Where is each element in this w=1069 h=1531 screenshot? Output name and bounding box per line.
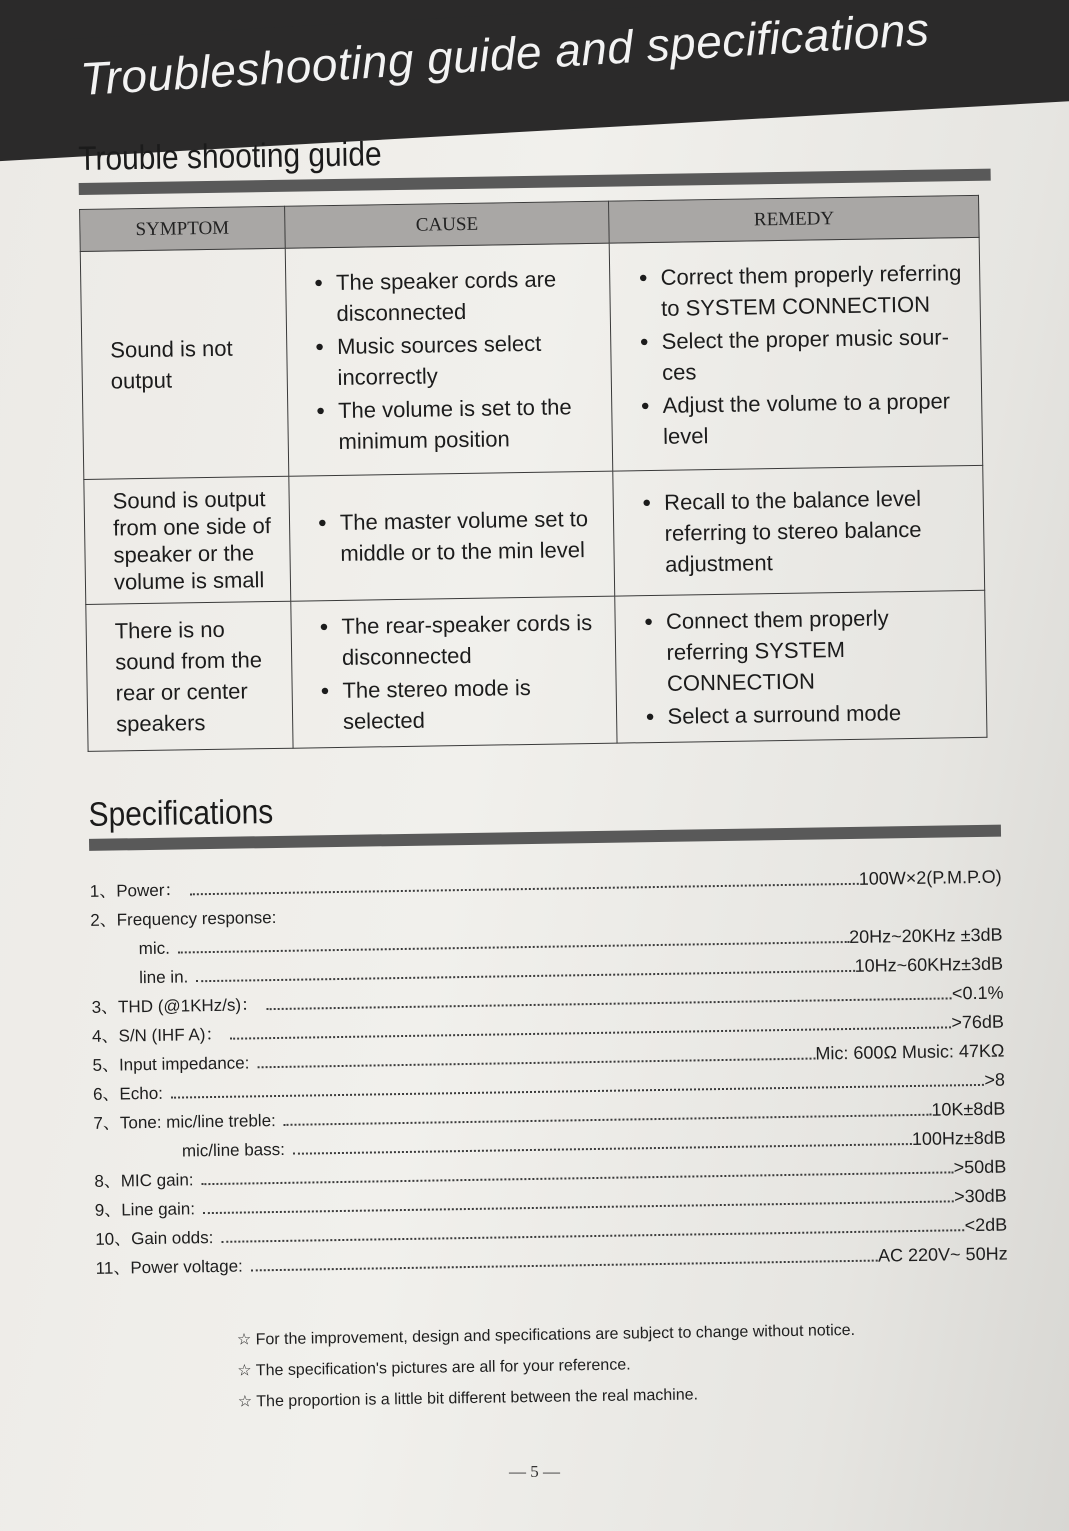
spec-label: 2、Frequency response: — [90, 907, 277, 930]
footnote: ☆ For the improvement, design and specifications are subject to change without notice. — [237, 1313, 1009, 1356]
page-title: Troubleshooting guide and specifications — [78, 2, 931, 106]
spec-label: 6、Echo: — [92, 1083, 164, 1104]
leader-dots — [251, 1260, 878, 1272]
column-header-remedy: REMEDY — [609, 195, 979, 243]
spec-label: mic. — [138, 938, 171, 959]
spec-value: >8 — [984, 1069, 1006, 1090]
spec-label: 1、Power： — [89, 880, 182, 901]
spec-value: AC 220V~ 50Hz — [877, 1243, 1008, 1266]
spec-label: mic/line bass: — [181, 1139, 286, 1161]
spec-value: 10K±8dB — [931, 1098, 1006, 1120]
spec-label: 8、MIC gain: — [94, 1170, 194, 1191]
cause-item: ● The volume is set to the minimum position — [316, 390, 599, 456]
spec-label: 3、THD (@1KHz/s)： — [91, 995, 259, 1017]
remedy-item: ● Adjust the volume to a proper level — [640, 385, 968, 452]
footnote: ☆ The specification's pictures are all for your reference. — [237, 1344, 1009, 1387]
spec-value: 10Hz~60KHz±3dB — [854, 953, 1004, 976]
footnotes — [97, 1313, 1010, 1420]
symptom-cell: Sound is output from one side of speaker or the volume is small — [84, 476, 291, 604]
spec-value: >30dB — [953, 1185, 1007, 1207]
remedy-item: ● Recall to the balance level referring to stereo balance adjustment — [642, 482, 970, 580]
cause-item: ● The rear-speaker cords is disconnected — [319, 607, 602, 673]
column-header-symptom: SYMPTOM — [80, 206, 285, 251]
symptom-cell: Sound is not output — [80, 248, 288, 479]
remedy-cell — [615, 590, 987, 743]
spec-value: 20Hz~20KHz ±3dB — [848, 924, 1003, 947]
spec-label: 5、Input impedance: — [92, 1053, 250, 1075]
table-row — [84, 465, 985, 604]
spec-value: >50dB — [953, 1156, 1007, 1178]
column-header-cause: CAUSE — [284, 201, 609, 248]
cause-item: ● Music sources select incorrectly — [315, 326, 598, 392]
spec-value: 100W×2(P.M.P.O) — [858, 866, 1002, 889]
spec-value: >76dB — [951, 1011, 1005, 1033]
cause-item: ● The stereo mode is selected — [320, 671, 603, 737]
remedy-item: ● Select the proper music sour-ces — [639, 321, 967, 388]
cause-cell — [291, 596, 618, 748]
symptom-cell: There is no sound from the rear or center speakers — [86, 601, 293, 751]
spec-label: 4、S/N (IHF A)： — [91, 1024, 223, 1046]
spec-label: 10、Gain odds: — [95, 1228, 214, 1249]
spec-label: 9、Line gain: — [94, 1199, 196, 1220]
remedy-cell — [610, 237, 983, 471]
cause-cell — [285, 243, 613, 476]
cause-item: ● The speaker cords are disconnected — [314, 262, 597, 328]
trouble-table — [79, 195, 987, 752]
spec-label: line in. — [139, 967, 189, 988]
specifications-section — [88, 782, 1007, 1279]
footnote: ☆ The proportion is a little bit different between the real machine. — [238, 1375, 1010, 1418]
trouble-section-title: Trouble shooting guide — [78, 135, 382, 178]
spec-list — [90, 859, 1008, 1279]
spec-value: <2dB — [964, 1214, 1008, 1236]
remedy-item: ● Select a surround mode — [645, 696, 972, 732]
page-number: — 5 — — [509, 1462, 560, 1481]
table-row — [80, 237, 982, 479]
table-row — [86, 590, 987, 751]
remedy-cell — [613, 465, 984, 596]
cause-item: ● The master volume set to middle or to the min level — [318, 503, 601, 569]
cause-cell — [289, 471, 616, 601]
spec-label: 7、Tone: mic/line treble: — [93, 1111, 276, 1133]
spec-value: <0.1% — [951, 982, 1004, 1004]
spec-label: 11、Power voltage: — [95, 1256, 243, 1278]
spec-value: 100Hz±8dB — [911, 1127, 1006, 1150]
specs-section-title: Specifications — [88, 793, 274, 834]
remedy-item: ● Connect them properly referring SYSTEM CONNECTION — [644, 601, 972, 699]
remedy-item: ● Correct them properly referring to SYSTEM CONNECTION — [638, 257, 966, 324]
spec-value: Mic: 600Ω Music: 47KΩ — [815, 1040, 1005, 1064]
content — [78, 126, 1010, 1420]
